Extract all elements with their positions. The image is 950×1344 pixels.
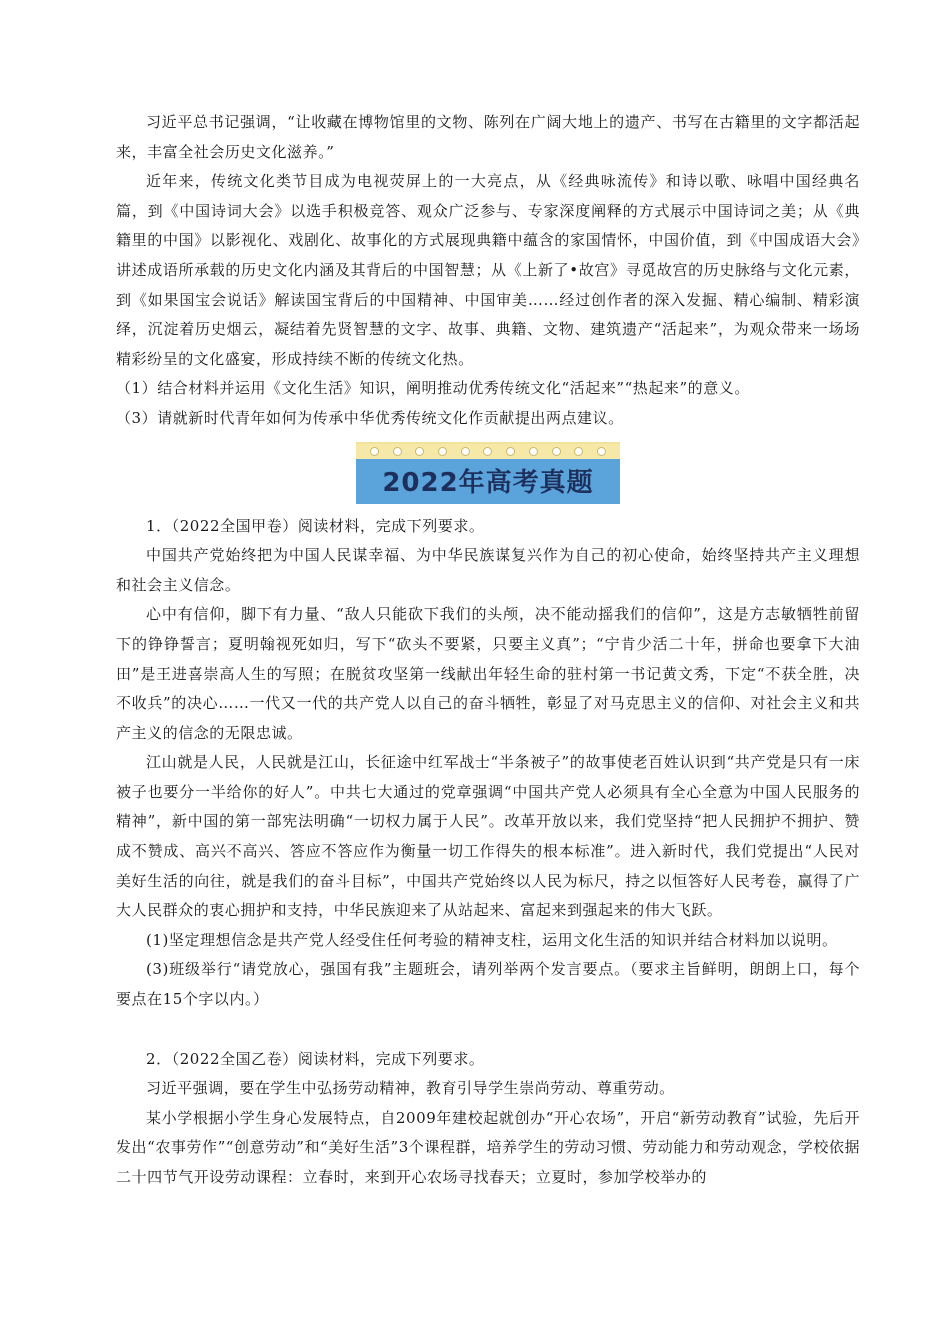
- banner-dot: [483, 447, 492, 456]
- problem2-paragraph-1: 习近平强调，要在学生中弘扬劳动精神，教育引导学生崇尚劳动、尊重劳动。: [146, 1079, 675, 1098]
- banner-dot: [574, 447, 583, 456]
- problem1-paragraph-1: 中国共产党始终把为中国人民谋幸福、为中华民族谋复兴作为自己的初心使命，始终坚持共产主义理想和社会主义信念。: [116, 546, 860, 594]
- banner-dot: [393, 447, 402, 456]
- section-banner-wrap: [116, 442, 860, 504]
- problem1-paragraph-3: 江山就是人民，人民就是江山，长征途中红军战士“半条被子”的故事使老百姓认识到“共产党是只有一床被子也要分一半给你的好人”。中共七大通过的党章强调“中国共产党人必须具有全心全意为中国人民服务的精神”，新中国的第一部宪法明确“一切权力属于人民”。改革开放以来，我们党坚持“把人民拥护不拥护、赞成不赞成、高兴不高兴、答应不答应作为衡量一切工作得失的根本标准”。进入新时代，我们党提出“人民对美好生活的向往，就是我们的奋斗目标”，中国共产党始终以人民为标尺，持之以恒答好人民考卷，赢得了广大人民群众的衷心拥护和支持，中华民族迎来了从站起来、富起来到强起来的伟大飞跃。: [116, 753, 860, 920]
- banner-dot: [506, 447, 515, 456]
- banner-dot: [438, 447, 447, 456]
- banner-dot: [415, 447, 424, 456]
- intro-paragraph-1: 习近平总书记强调，“让收藏在博物馆里的文物、陈列在广阔大地上的遗产、书写在古籍里的文字都活起来，丰富全社会历史文化滋养。”: [116, 113, 860, 161]
- spacer: [116, 1015, 860, 1045]
- banner-dot: [552, 447, 561, 456]
- banner-title: 2022年高考真题: [382, 467, 594, 498]
- problem1-header: 1．（2022全国甲卷）阅读材料，完成下列要求。: [146, 516, 485, 535]
- section-banner: [356, 442, 620, 504]
- banner-dot: [461, 447, 470, 456]
- intro-paragraph-2: 近年来，传统文化类节目成为电视荧屏上的一大亮点，从《经典咏流传》和诗以歌、咏唱中国经典名篇，到《中国诗词大会》以选手积极竞答、观众广泛参与、专家深度阐释的方式展示中国诗词之美；从《典籍里的中国》以影视化、戏剧化、故事化的方式展现典籍中蕴含的家国情怀，中国价值，到《中国成语大会》讲述成语所承载的历史文化内涵及其背后的中国智慧；从《上新了•故宫》寻觅故宫的历史脉络与文化元素，到《如果国宝会说话》解读国宝背后的中国精神、中国审美……经过创作者的深入发掘、精心编制、精彩演绎，沉淀着历史烟云，凝结着先贤智慧的文字、故事、典籍、文物、建筑遗产“活起来”，为观众带来一场场精彩纷呈的文化盛宴，形成持续不断的传统文化热。: [116, 172, 860, 368]
- document-page: [116, 108, 860, 1193]
- problem1-question-1: (1)坚定理想信念是共产党人经受住任何考验的精神支柱，运用文化生活的知识并结合材料加以说明。: [146, 930, 838, 949]
- problem2-paragraph-2: 某小学根据小学生身心发展特点，自2009年建校起就创办“开心农场”，开启“新劳动教育”试验，先后开发出“农事劳作”“创意劳动”和“美好生活”3个课程群，培养学生的劳动习惯、劳动能力和劳动观念，学校依据二十四节气开设劳动课程：立春时，来到开心农场寻找春天；立夏时，参加学校举办的: [116, 1108, 860, 1186]
- banner-dot: [370, 447, 379, 456]
- banner-dots: [370, 447, 606, 456]
- intro-question-1: （1）结合材料并运用《文化生活》知识，阐明推动优秀传统文化“活起来”“热起来”的意义。: [116, 379, 750, 398]
- problem1-paragraph-2: 心中有信仰，脚下有力量、“敌人只能砍下我们的头颅，决不能动摇我们的信仰”，这是方志敏牺牲前留下的铮铮誓言；夏明翰视死如归，写下“砍头不要紧，只要主义真”；“宁肯少活二十年，拼命也要拿下大油田”是王进喜崇高人生的写照；在脱贫攻坚第一线献出年轻生命的驻村第一书记黄文秀，下定“不获全胜，决不收兵”的决心……一代又一代的共产党人以自己的奋斗牺牲，彰显了对马克思主义的信仰、对社会主义和共产主义的信念的无限忠诚。: [116, 605, 860, 742]
- intro-question-3: （3）请就新时代青年如何为传承中华优秀传统文化作贡献提出两点建议。: [116, 408, 624, 427]
- problem2-header: 2．（2022全国乙卷）阅读材料，完成下列要求。: [146, 1049, 485, 1068]
- problem1-question-3: (3)班级举行“请党放心，强国有我”主题班会，请列举两个发言要点。（要求主旨鲜明，朗朗上口，每个要点在15个字以内。）: [116, 960, 860, 1009]
- banner-dot: [529, 447, 538, 456]
- banner-dot: [597, 447, 606, 456]
